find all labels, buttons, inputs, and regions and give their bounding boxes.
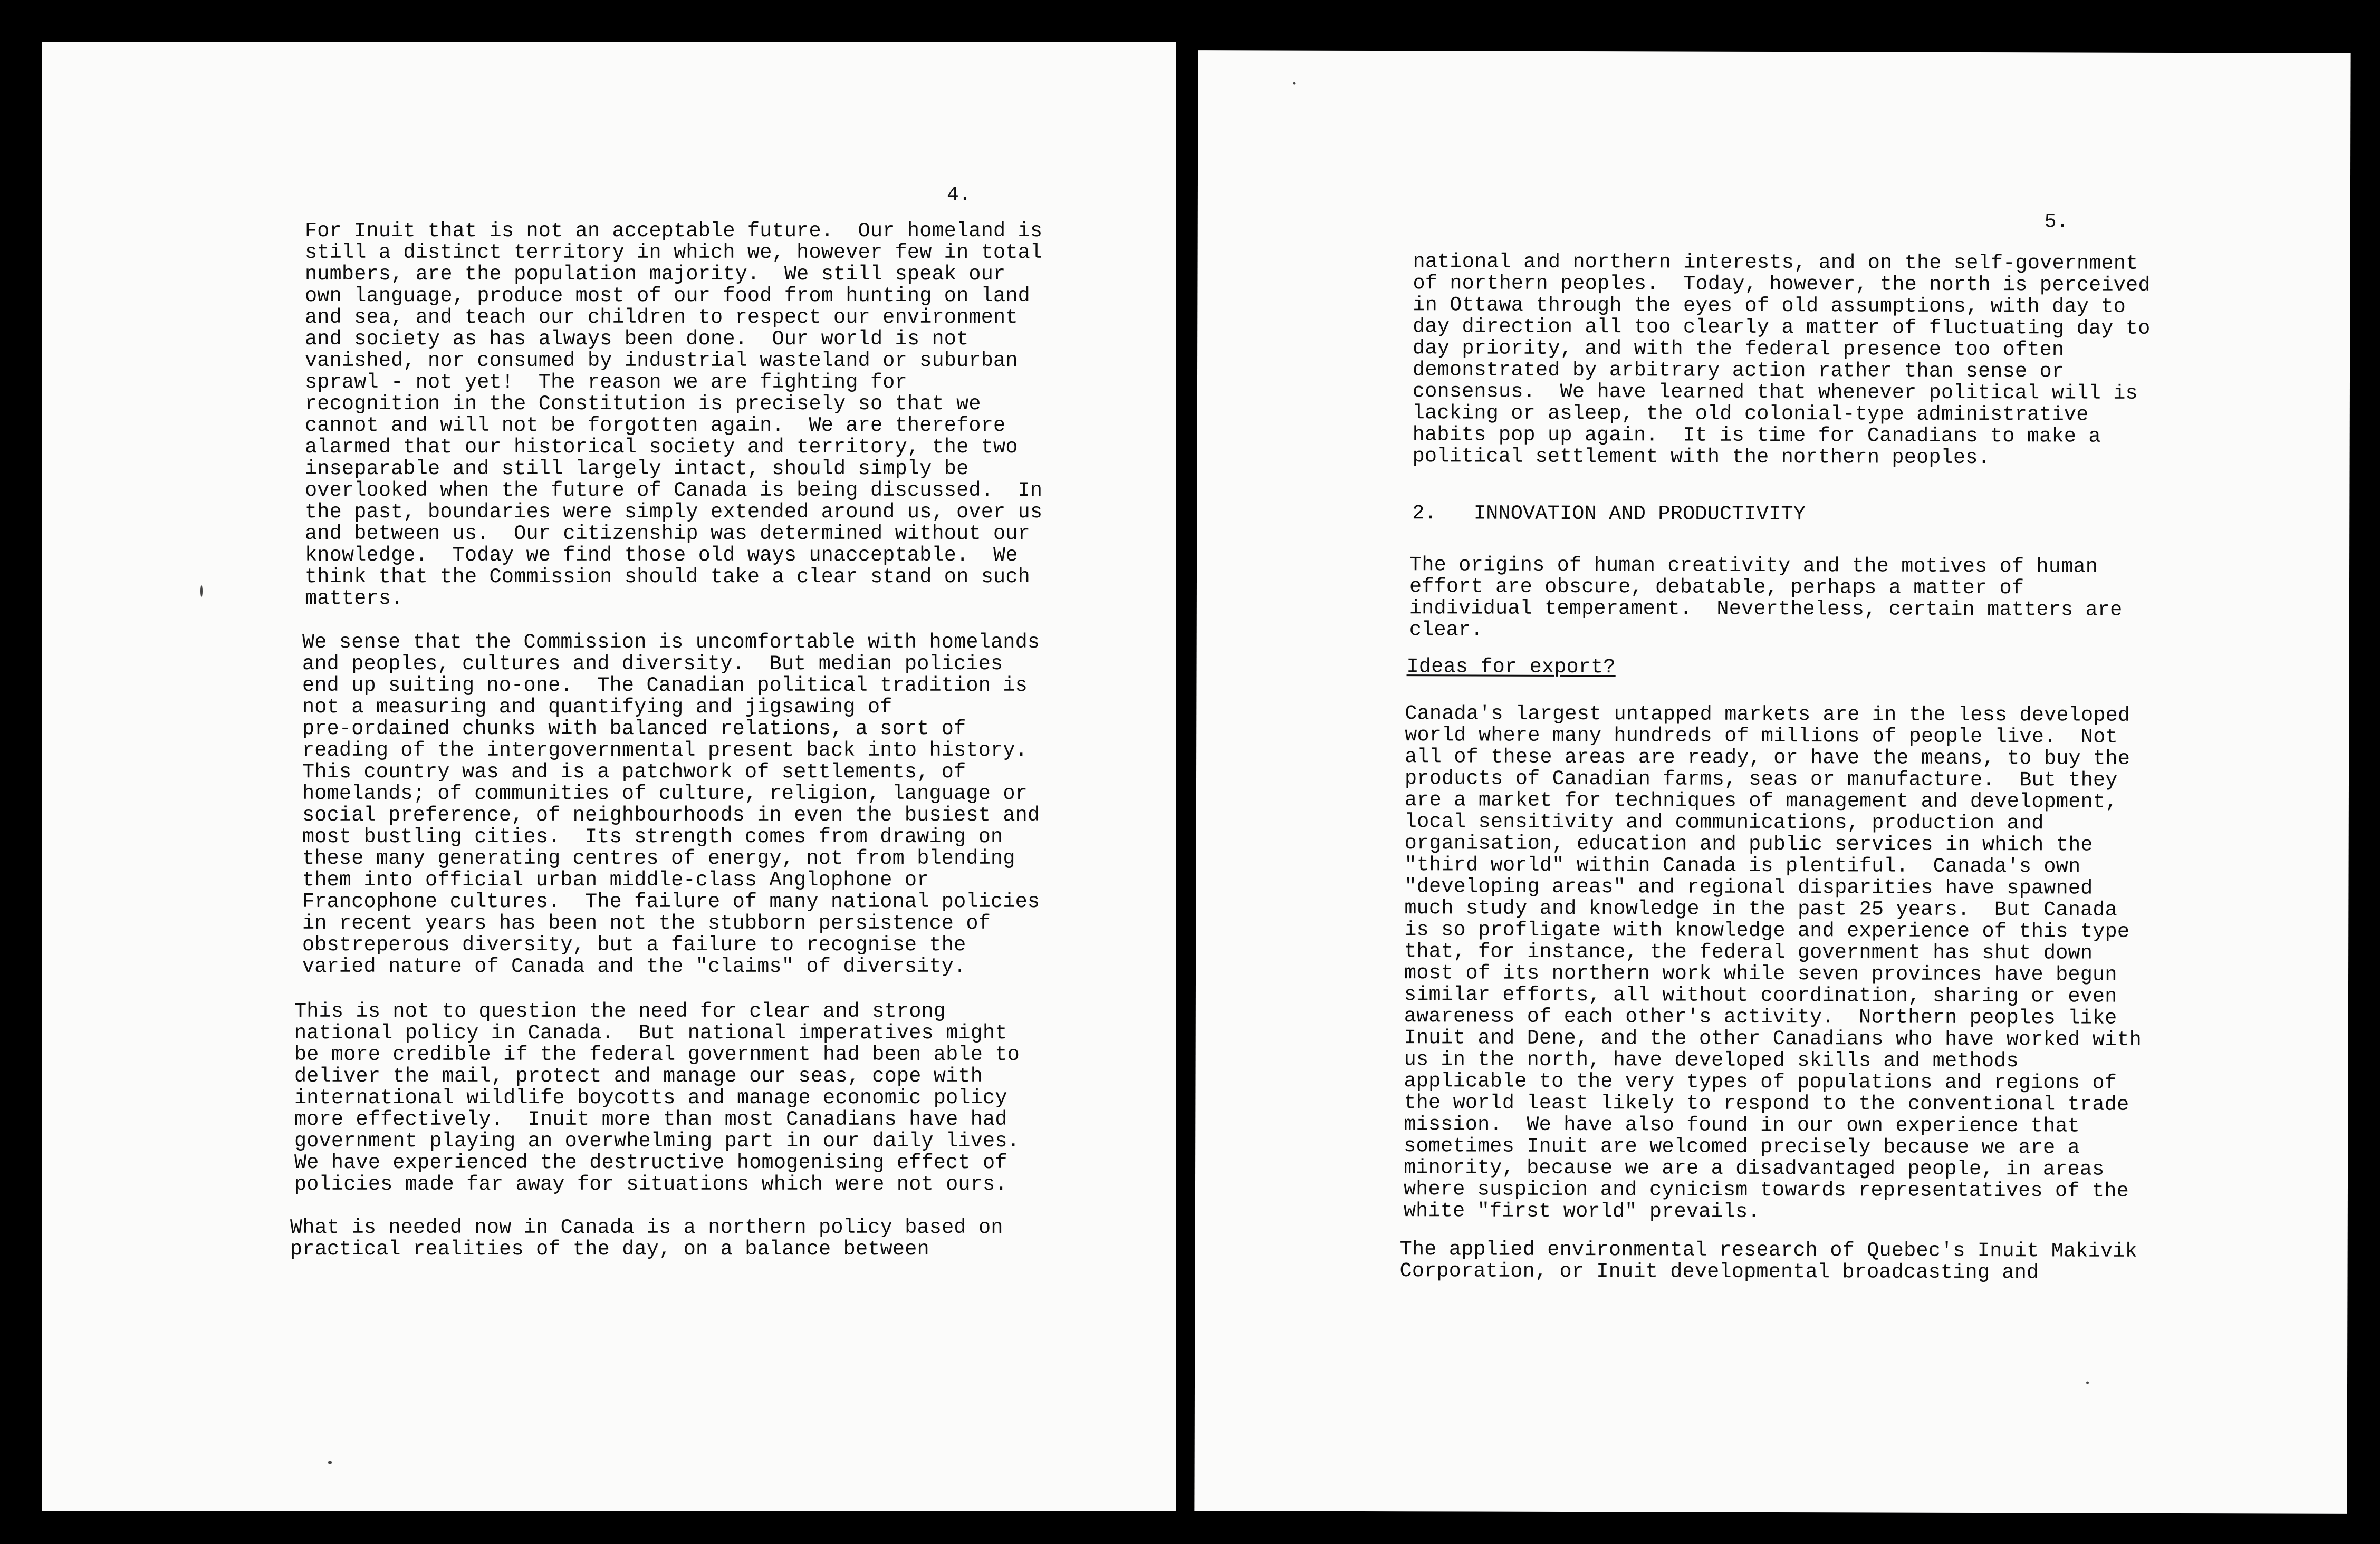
right-page	[1194, 50, 2350, 1514]
paragraph: national and northern interests, and on the self-government of northern peoples. Today, however, the north is perceived in Ottawa through the eyes of old assumptions, with day to day direction all too clearly a matter of fluctuating day to day priority, and with the federal presence too often demonstrated by arbitrary action rather than sense or consensus. We have learned that whenever political will is lacking or asleep, the old colonial-type administrative habits pop up again. It is time for Canadians to make a political settlement with the northern peoples.	[1412, 250, 2151, 470]
scan-speck	[2086, 1382, 2089, 1384]
page-number: 4.	[947, 184, 971, 206]
subheading: Ideas for export?	[1406, 655, 1616, 679]
paragraph: We sense that the Commission is uncomfortable with homelands and peoples, cultures and diversity. But median policies end up suiting no-one. The Canadian political tradition is not a measuring and quantifying and jigsawing of pre-ordained chunks with balanced relations, a sort of reading of the intergovernmental present back into history. This country was and is a patchwork of settlements, of homelands; of communities of culture, religion, language or social preference, of neighbourhoods in even the busiest and most bustling cities. Its strength comes from drawing on these many generating centres of energy, not from blending them into official urban middle-class Anglophone or Francophone cultures. The failure of many national policies in recent years has been not the stubborn persistence of obstreperous diversity, but a failure to recognise the varied nature of Canada and the "claims" of diversity.	[302, 631, 1040, 978]
paragraph: This is not to question the need for clear and strong national policy in Canada. But national imperatives might be more credible if the federal government had been able to deliver the mail, protect and manage our seas, cope with international wildlife boycotts and manage economic policy more effectively. Inuit more than most Canadians have had government playing an overwhelming part in our daily lives. We have experienced the destructive homogenising effect of policies made far away for situations which were not ours.	[294, 1000, 1020, 1196]
paragraph: For Inuit that is not an acceptable future. Our homeland is still a distinct territory in which we, however few in total numbers, are the population majority. We still speak our own language, produce most of our food from hunting on land and sea, and teach our children to respect our environment and society as has always been done. Our world is not vanished, nor consumed by industrial wasteland or suburban sprawl - not yet! The reason we are fighting for recognition in the Constitution is precisely so that we cannot and will not be forgotten again. We are therefore alarmed that our historical society and territory, the two inseparable and still largely intact, should simply be overlooked when the future of Canada is being discussed. In the past, boundaries were simply extended around us, over us and between us. Our citizenship was determined without our knowledge. Today we find those old ways unacceptable. We think that the Commission should take a clear stand on such matters.	[305, 219, 1043, 610]
paragraph: The applied environmental research of Quebec's Inuit Makivik Corporation, or Inuit developmental broadcasting and	[1399, 1238, 2137, 1285]
scan-speck	[328, 1461, 332, 1464]
page-number: 5.	[2044, 210, 2069, 234]
paragraph: What is needed now in Canada is a northern policy based on practical realities of the day, on a balance between	[290, 1216, 1003, 1261]
section-heading: 2. INNOVATION AND PRODUCTIVITY	[1412, 501, 1806, 526]
scan-speck	[1293, 82, 1295, 85]
scan-speck	[200, 585, 203, 597]
paragraph: Canada's largest untapped markets are in the less developed world where many hundreds of millions of people live. Not all of these areas are ready, or have the means, to buy the products of Canadian farms, seas or manufacture. But they are a market for techniques of management and development, local sensitivity and communications, production and organisation, education and public services in which the "third world" within Canada is plentiful. Canada's own "developing areas" and regional disparities have spawned much study and knowledge in the past 25 years. But Canada is so profligate with knowledge and experience of this type that, for instance, the federal government has shut down most of its northern work while seven provinces have begun similar efforts, all without coordination, sharing or even awareness of each other's activity. Northern peoples like Inuit and Dene, and the other Canadians who have worked with us in the north, have developed skills and methods applicable to the very types of populations and regions of the world least likely to respond to the conventional trade mission. We have also found in our own experience that sometimes Inuit are welcomed precisely because we are a minority, because we are a disadvantaged people, in areas where suspicion and cynicism towards representatives of the white "first world" prevails.	[1403, 702, 2142, 1223]
paragraph: The origins of human creativity and the motives of human effort are obscure, debatable, perhaps a matter of individual temperament. Nevertheless, certain matters are clear.	[1409, 553, 2123, 642]
left-page	[42, 42, 1176, 1511]
